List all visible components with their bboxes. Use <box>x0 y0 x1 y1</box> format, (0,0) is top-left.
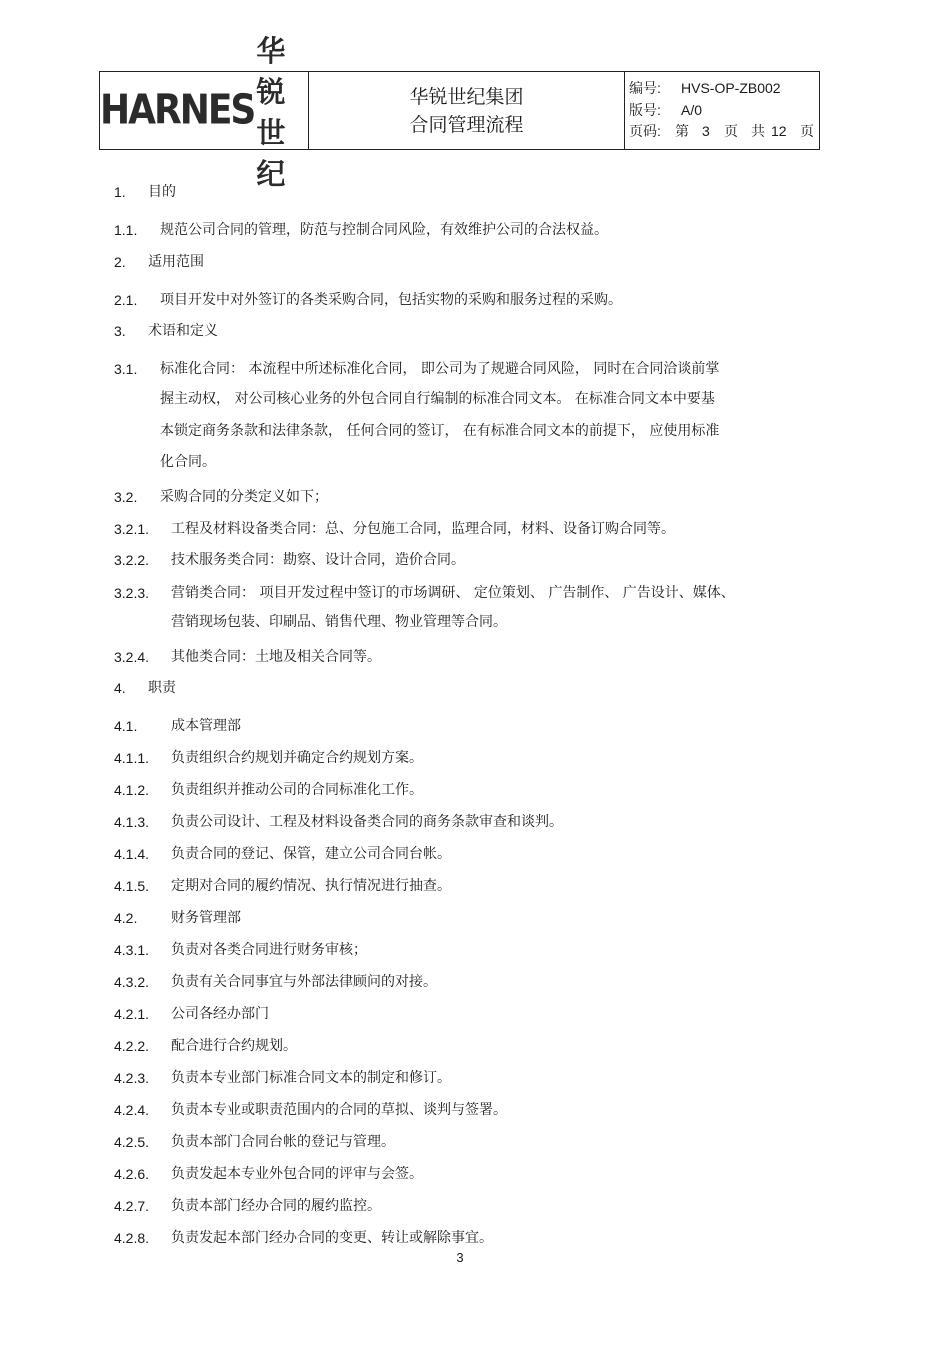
section-text: 负责本部门经办合同的履约监控。 <box>171 1198 381 1214</box>
page-label: 页码: <box>629 123 661 139</box>
page-ye: 页 <box>724 123 738 139</box>
section-number: 3.2.3. <box>114 585 150 601</box>
logo-english: HARNES <box>100 86 255 135</box>
section-text: 工程及材料设备类合同：总、分包施工合同，监理合同，材料、设备订购合同等。 <box>171 521 675 537</box>
section-text: 负责组织合约规划并确定合约规划方案。 <box>171 750 423 766</box>
section-text: 负责本部门合同台帐的登记与管理。 <box>171 1134 395 1150</box>
section-text: 本锁定商务条款和法律条款， 任何合同的签订， 在有标准合同文本的前提下， 应使用标准 <box>160 423 720 439</box>
section-text: 负责发起本专业外包合同的评审与会签。 <box>171 1166 423 1182</box>
page-gong: 共 <box>751 123 765 139</box>
section-text: 项目开发中对外签订的各类采购合同，包括实物的采购和服务过程的采购。 <box>160 292 622 308</box>
section-text: 其他类合同：土地及相关合同等。 <box>171 649 381 665</box>
section-number: 4.3.1. <box>114 942 150 958</box>
section-number: 3.2.4. <box>114 649 150 665</box>
section-number: 4.1.3. <box>114 814 150 830</box>
section-number: 4.2. <box>114 910 138 926</box>
version-value: A/0 <box>681 101 703 118</box>
doc-number-label: 编号: <box>629 80 661 96</box>
logo-chinese: 华锐世纪 <box>256 33 285 191</box>
section-number: 3. <box>114 323 126 339</box>
section-text: 配合进行合约规划。 <box>171 1038 297 1054</box>
section-text: 握主动权， 对公司核心业务的外包合同自行编制的标准合同文本。 在标准合同文本中要基 <box>160 391 715 407</box>
page-number: 3 <box>456 1250 464 1265</box>
page-current: 3 <box>702 123 710 139</box>
meta-cell <box>625 72 819 149</box>
company-logo <box>100 29 308 193</box>
section-text: 技术服务类合同：勘察、设计合同，造价合同。 <box>171 552 465 568</box>
section-number: 4.2.4. <box>114 1102 150 1118</box>
doc-number-row <box>629 78 819 100</box>
section-text: 采购合同的分类定义如下； <box>160 489 328 505</box>
section-text: 职责 <box>148 680 176 696</box>
doc-number-value: HVS-OP-ZB002 <box>681 80 781 96</box>
section-text: 定期对合同的履约情况、执行情况进行抽查。 <box>171 878 451 894</box>
section-number: 4. <box>114 680 126 696</box>
section-number: 4.2.1. <box>114 1006 150 1022</box>
section-number: 2. <box>114 254 126 270</box>
section-number: 3.2. <box>114 489 138 505</box>
section-text: 术语和定义 <box>148 323 218 339</box>
section-text: 负责本专业或职责范围内的合同的草拟、谈判与签署。 <box>171 1102 507 1118</box>
section-text: 成本管理部 <box>171 718 241 734</box>
section-text: 负责公司设计、工程及材料设备类合同的商务条款审查和谈判。 <box>171 814 563 830</box>
section-text: 负责有关合同事宜与外部法律顾问的对接。 <box>171 974 437 990</box>
section-number: 4.1.2. <box>114 782 150 798</box>
section-text: 规范公司合同的管理，防范与控制合同风险，有效维护公司的合法权益。 <box>160 222 608 238</box>
section-text: 公司各经办部门 <box>171 1006 269 1022</box>
section-number: 1. <box>114 184 126 200</box>
company-name: 华锐世纪集团 <box>409 85 524 108</box>
section-number: 3.2.2. <box>114 552 150 568</box>
section-number: 4.2.7. <box>114 1198 150 1214</box>
section-text: 财务管理部 <box>171 910 241 926</box>
page-info-row <box>629 121 819 143</box>
section-number: 4.1.5. <box>114 878 150 894</box>
section-text: 负责组织并推动公司的合同标准化工作。 <box>171 782 423 798</box>
section-text: 目的 <box>148 184 176 200</box>
section-number: 4.1. <box>114 718 138 734</box>
section-number: 4.1.4. <box>114 846 150 862</box>
document-title: 合同管理流程 <box>409 113 524 136</box>
section-number: 2.1. <box>114 292 138 308</box>
section-number: 3.2.1. <box>114 521 150 537</box>
section-number: 4.2.2. <box>114 1038 150 1054</box>
section-number: 4.2.5. <box>114 1134 150 1150</box>
section-text: 营销现场包装、印刷品、销售代理、物业管理等合同。 <box>171 614 507 630</box>
version-label: 版号: <box>629 101 661 118</box>
section-number: 4.2.3. <box>114 1070 150 1086</box>
section-text: 负责本专业部门标准合同文本的制定和修订。 <box>171 1070 451 1086</box>
page-di: 第 <box>675 123 689 139</box>
section-number: 3.1. <box>114 361 138 377</box>
page-ye2: 页 <box>800 123 814 139</box>
section-text: 标准化合同： 本流程中所述标准化合同， 即公司为了规避合同风险， 同时在合同洽谈前掌 <box>160 361 720 377</box>
section-number: 4.3.2. <box>114 974 150 990</box>
section-text: 适用范围 <box>148 254 204 270</box>
section-number: 4.2.8. <box>114 1230 150 1246</box>
section-number: 4.1.1. <box>114 750 150 766</box>
logo-cell <box>100 33 309 191</box>
title-cell <box>309 72 625 149</box>
section-text: 化合同。 <box>160 454 216 470</box>
section-text: 负责合同的登记、保管，建立公司合同台帐。 <box>171 846 451 862</box>
document-header <box>99 33 820 191</box>
version-row <box>629 100 819 122</box>
section-number: 1.1. <box>114 222 138 238</box>
section-text: 负责对各类合同进行财务审核； <box>171 942 367 958</box>
section-number: 4.2.6. <box>114 1166 150 1182</box>
section-text: 营销类合同： 项目开发过程中签订的市场调研、 定位策划、 广告制作、 广告设计、媒体、 <box>171 585 735 601</box>
section-text: 负责发起本部门经办合同的变更、转让或解除事宜。 <box>171 1230 493 1246</box>
page-total: 12 <box>771 123 787 139</box>
